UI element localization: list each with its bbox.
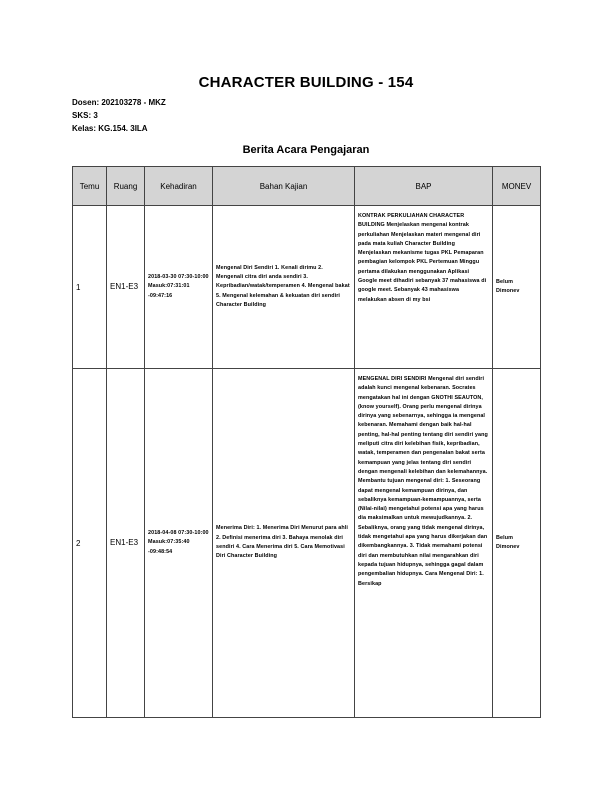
section-subtitle: Berita Acara Pengajaran xyxy=(242,144,370,156)
cell-temu: 1 xyxy=(73,206,107,369)
course-meta xyxy=(72,96,166,135)
table-row xyxy=(73,369,541,718)
header-ruang: Ruang xyxy=(107,167,145,206)
cell-bahan-kajian: Mengenal Diri Sendiri 1. Kenali dirimu 2. Mengenali citra diri anda sendiri 3. Kepribadian/watak/temperamen 4. Mengenal bakat 5. Mengenal kelemahan & kekuatan diri sendiri Character Building xyxy=(213,206,355,369)
sks-info: SKS: 3 xyxy=(72,111,98,120)
cell-bap: KONTRAK PERKULIAHAN CHARACTER BUILDING Menjelaskan mengenai kontrak perkuliahan Menjelaskan materi mengenal diri pada mata kuliah Character Building Menjelaskan mekanisme tugas PKL Pemaparan pembagian kelompok PKL Pertemuan Minggu pertama dilakukan menggunakan Aplikasi Google meet dihadiri sebanyak 37 mahasiswa di google meet. Sebanyak 43 mahasiswa melakukan absen di my bsi xyxy=(355,206,493,369)
kelas-info: Kelas: KG.154. 3ILA xyxy=(72,124,148,133)
bap-table xyxy=(72,166,541,718)
table-header-row xyxy=(73,167,541,206)
cell-monev: Belum Dimonev xyxy=(493,369,541,718)
cell-ruang: EN1-E3 xyxy=(107,206,145,369)
cell-kehadiran: 2018-04-08 07:30-10:00 Masuk:07:35:40 -09:48:54 xyxy=(145,369,213,718)
header-bap: BAP xyxy=(355,167,493,206)
header-kehadiran: Kehadiran xyxy=(145,167,213,206)
header-temu: Temu xyxy=(73,167,107,206)
table-row xyxy=(73,206,541,369)
cell-bap: MENGENAL DIRI SENDIRI Mengenal diri sendiri adalah kunci mengenal kebenaran. Socrates mengatakan hal ini dengan GNOTHI SEAUTON, (know yourself). Orang perlu mengenal dirinya dirinya yang sebenarnya, sehingga ia mengenal kebenaran. Memahami dengan baik hal-hal penting, hal-hal penting tentang diri sendiri yang meliputi citra diri kelebihan fisik, kepribadian, watak, temperamen dan pengenalan bakat serta kemampuan yang jelas tentang diri sendiri dengan mengenali kelebihan dan kelemahannya. Membantu tujuan mengenal diri: 1. Seseorang dapat mengenal kemampuan dirinya, dan sebaliknya kemampuan-kemampuannya, serta (Nilai-nilai) mengetahui potensi apa yang harus dia maksimalkan untuk mewujudkannya. 2. Sebaliknya, orang yang tidak mengenal dirinya, tidak mengetahui apa yang harus dikerjakan dan dikembangkannya. 3. Tidak memahami potensi diri dan membutuhkan nilai mengarahkan diri kepada tujuan hidupnya, sehingga gagal dalam pengembalian hidupnya. Cara Mengenal Diri: 1. Bersikap xyxy=(355,369,493,718)
cell-ruang: EN1-E3 xyxy=(107,369,145,718)
header-monev: MONEV xyxy=(493,167,541,206)
header-bahan-kajian: Bahan Kajian xyxy=(213,167,355,206)
cell-kehadiran: 2018-03-30 07:30-10:00 Masuk:07:31:01 -09:47:16 xyxy=(145,206,213,369)
cell-bahan-kajian: Menerima Diri: 1. Menerima Diri Menurut para ahli 2. Definisi menerima diri 3. Bahaya menolak diri sendiri 4. Cara Menerima diri 5. Cara Memotivasi Diri Character Building xyxy=(213,369,355,718)
cell-monev: Belum Dimonev xyxy=(493,206,541,369)
cell-temu: 2 xyxy=(73,369,107,718)
dosen-info: Dosen: 202103278 - MKZ xyxy=(72,98,166,107)
document-title: CHARACTER BUILDING - 154 xyxy=(198,74,414,91)
